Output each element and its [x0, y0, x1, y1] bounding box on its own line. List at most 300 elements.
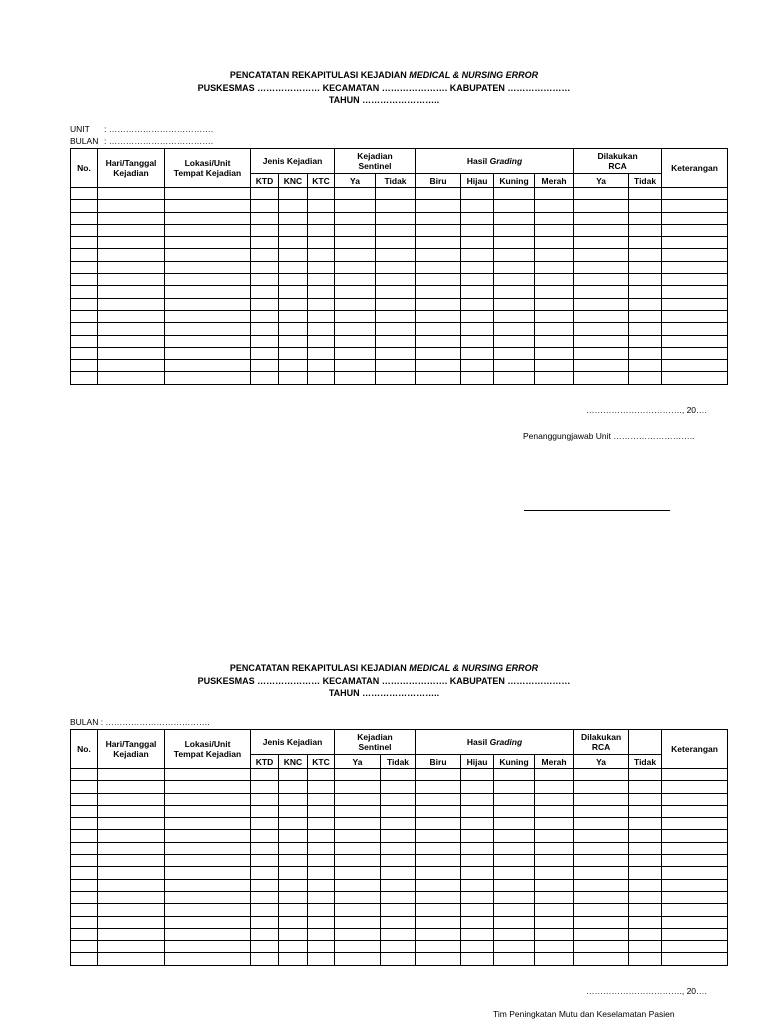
- table-cell[interactable]: [494, 916, 535, 928]
- table-cell[interactable]: [629, 879, 662, 891]
- table-cell[interactable]: [629, 212, 662, 224]
- table-cell[interactable]: [574, 867, 629, 879]
- table-cell[interactable]: [461, 360, 494, 372]
- table-cell[interactable]: [71, 298, 98, 310]
- table-cell[interactable]: [71, 286, 98, 298]
- table-cell[interactable]: [535, 200, 574, 212]
- table-cell[interactable]: [461, 830, 494, 842]
- table-cell[interactable]: [98, 237, 165, 249]
- table-cell[interactable]: [662, 360, 728, 372]
- table-cell[interactable]: [376, 188, 416, 200]
- table-cell[interactable]: [251, 781, 279, 793]
- table-cell[interactable]: [662, 842, 728, 854]
- table-cell[interactable]: [381, 805, 416, 817]
- table-cell[interactable]: [279, 310, 308, 322]
- table-cell[interactable]: [494, 805, 535, 817]
- table-cell[interactable]: [335, 360, 376, 372]
- table-cell[interactable]: [279, 224, 308, 236]
- table-cell[interactable]: [279, 818, 308, 830]
- table-cell[interactable]: [251, 818, 279, 830]
- table-cell[interactable]: [251, 769, 279, 781]
- table-cell[interactable]: [629, 323, 662, 335]
- table-cell[interactable]: [662, 855, 728, 867]
- table-cell[interactable]: [335, 310, 376, 322]
- table-cell[interactable]: [629, 298, 662, 310]
- table-cell[interactable]: [494, 212, 535, 224]
- table-cell[interactable]: [629, 793, 662, 805]
- table-cell[interactable]: [98, 793, 165, 805]
- table-cell[interactable]: [662, 879, 728, 891]
- table-cell[interactable]: [71, 781, 98, 793]
- table-cell[interactable]: [71, 793, 98, 805]
- table-cell[interactable]: [71, 928, 98, 940]
- table-cell[interactable]: [662, 904, 728, 916]
- table-cell[interactable]: [629, 360, 662, 372]
- table-cell[interactable]: [98, 941, 165, 953]
- table-cell[interactable]: [494, 224, 535, 236]
- table-cell[interactable]: [98, 830, 165, 842]
- table-cell[interactable]: [279, 212, 308, 224]
- table-cell[interactable]: [461, 793, 494, 805]
- table-cell[interactable]: [308, 769, 335, 781]
- table-cell[interactable]: [574, 274, 629, 286]
- table-cell[interactable]: [308, 274, 335, 286]
- table-cell[interactable]: [308, 237, 335, 249]
- table-cell[interactable]: [662, 188, 728, 200]
- table-cell[interactable]: [662, 830, 728, 842]
- table-cell[interactable]: [381, 855, 416, 867]
- table-cell[interactable]: [574, 237, 629, 249]
- table-cell[interactable]: [574, 188, 629, 200]
- table-cell[interactable]: [308, 928, 335, 940]
- table-cell[interactable]: [98, 274, 165, 286]
- table-cell[interactable]: [535, 793, 574, 805]
- table-cell[interactable]: [308, 941, 335, 953]
- table-cell[interactable]: [574, 310, 629, 322]
- table-cell[interactable]: [662, 347, 728, 359]
- table-cell[interactable]: [416, 818, 461, 830]
- table-cell[interactable]: [629, 769, 662, 781]
- table-cell[interactable]: [71, 261, 98, 273]
- table-cell[interactable]: [535, 360, 574, 372]
- table-cell[interactable]: [629, 928, 662, 940]
- table-cell[interactable]: [416, 286, 461, 298]
- table-cell[interactable]: [416, 941, 461, 953]
- table-cell[interactable]: [165, 793, 251, 805]
- table-cell[interactable]: [165, 781, 251, 793]
- table-cell[interactable]: [279, 793, 308, 805]
- table-cell[interactable]: [71, 249, 98, 261]
- table-cell[interactable]: [662, 818, 728, 830]
- table-cell[interactable]: [98, 867, 165, 879]
- table-cell[interactable]: [251, 298, 279, 310]
- table-cell[interactable]: [279, 879, 308, 891]
- table-cell[interactable]: [416, 261, 461, 273]
- table-cell[interactable]: [662, 310, 728, 322]
- table-cell[interactable]: [381, 793, 416, 805]
- table-cell[interactable]: [494, 793, 535, 805]
- table-cell[interactable]: [574, 891, 629, 903]
- table-cell[interactable]: [98, 298, 165, 310]
- table-cell[interactable]: [416, 188, 461, 200]
- table-cell[interactable]: [98, 212, 165, 224]
- table-cell[interactable]: [574, 928, 629, 940]
- table-cell[interactable]: [461, 188, 494, 200]
- table-cell[interactable]: [494, 855, 535, 867]
- table-cell[interactable]: [461, 298, 494, 310]
- table-cell[interactable]: [574, 212, 629, 224]
- table-cell[interactable]: [165, 891, 251, 903]
- table-cell[interactable]: [165, 249, 251, 261]
- table-cell[interactable]: [574, 805, 629, 817]
- table-cell[interactable]: [461, 224, 494, 236]
- table-cell[interactable]: [662, 249, 728, 261]
- table-cell[interactable]: [629, 286, 662, 298]
- table-cell[interactable]: [308, 891, 335, 903]
- table-cell[interactable]: [376, 237, 416, 249]
- table-cell[interactable]: [376, 200, 416, 212]
- table-cell[interactable]: [335, 249, 376, 261]
- table-cell[interactable]: [662, 867, 728, 879]
- table-cell[interactable]: [251, 891, 279, 903]
- table-cell[interactable]: [416, 879, 461, 891]
- table-cell[interactable]: [461, 904, 494, 916]
- table-cell[interactable]: [662, 212, 728, 224]
- table-cell[interactable]: [376, 286, 416, 298]
- table-cell[interactable]: [494, 928, 535, 940]
- table-cell[interactable]: [662, 793, 728, 805]
- table-cell[interactable]: [461, 200, 494, 212]
- table-cell[interactable]: [376, 347, 416, 359]
- table-cell[interactable]: [335, 916, 381, 928]
- table-cell[interactable]: [165, 916, 251, 928]
- table-cell[interactable]: [574, 323, 629, 335]
- table-cell[interactable]: [574, 769, 629, 781]
- table-cell[interactable]: [494, 298, 535, 310]
- table-cell[interactable]: [251, 916, 279, 928]
- table-cell[interactable]: [629, 224, 662, 236]
- table-cell[interactable]: [416, 953, 461, 965]
- table-cell[interactable]: [461, 941, 494, 953]
- table-cell[interactable]: [98, 855, 165, 867]
- table-cell[interactable]: [98, 891, 165, 903]
- table-cell[interactable]: [494, 781, 535, 793]
- table-cell[interactable]: [335, 793, 381, 805]
- table-cell[interactable]: [335, 286, 376, 298]
- table-cell[interactable]: [629, 842, 662, 854]
- table-cell[interactable]: [494, 953, 535, 965]
- table-cell[interactable]: [251, 310, 279, 322]
- table-cell[interactable]: [251, 347, 279, 359]
- table-cell[interactable]: [165, 867, 251, 879]
- table-cell[interactable]: [461, 237, 494, 249]
- table-cell[interactable]: [98, 953, 165, 965]
- table-cell[interactable]: [165, 261, 251, 273]
- table-cell[interactable]: [535, 855, 574, 867]
- table-cell[interactable]: [279, 855, 308, 867]
- table-cell[interactable]: [494, 286, 535, 298]
- table-cell[interactable]: [165, 323, 251, 335]
- table-cell[interactable]: [308, 298, 335, 310]
- table-cell[interactable]: [662, 274, 728, 286]
- table-cell[interactable]: [251, 212, 279, 224]
- table-cell[interactable]: [461, 372, 494, 384]
- table-cell[interactable]: [416, 347, 461, 359]
- table-cell[interactable]: [381, 916, 416, 928]
- table-cell[interactable]: [461, 212, 494, 224]
- table-cell[interactable]: [335, 941, 381, 953]
- table-cell[interactable]: [335, 842, 381, 854]
- table-cell[interactable]: [335, 830, 381, 842]
- table-cell[interactable]: [335, 298, 376, 310]
- table-cell[interactable]: [629, 904, 662, 916]
- table-cell[interactable]: [71, 372, 98, 384]
- table-cell[interactable]: [308, 855, 335, 867]
- table-cell[interactable]: [574, 335, 629, 347]
- table-cell[interactable]: [279, 830, 308, 842]
- table-cell[interactable]: [308, 200, 335, 212]
- table-cell[interactable]: [308, 224, 335, 236]
- table-cell[interactable]: [461, 781, 494, 793]
- table-cell[interactable]: [535, 261, 574, 273]
- table-cell[interactable]: [71, 904, 98, 916]
- table-cell[interactable]: [376, 360, 416, 372]
- table-cell[interactable]: [335, 879, 381, 891]
- table-cell[interactable]: [98, 842, 165, 854]
- table-cell[interactable]: [416, 891, 461, 903]
- table-cell[interactable]: [71, 769, 98, 781]
- table-cell[interactable]: [461, 818, 494, 830]
- table-cell[interactable]: [279, 941, 308, 953]
- table-cell[interactable]: [308, 261, 335, 273]
- table-cell[interactable]: [574, 249, 629, 261]
- table-cell[interactable]: [71, 188, 98, 200]
- table-cell[interactable]: [535, 212, 574, 224]
- table-cell[interactable]: [98, 224, 165, 236]
- table-cell[interactable]: [165, 372, 251, 384]
- table-cell[interactable]: [629, 805, 662, 817]
- table-cell[interactable]: [335, 188, 376, 200]
- table-cell[interactable]: [251, 805, 279, 817]
- table-cell[interactable]: [335, 200, 376, 212]
- table-cell[interactable]: [98, 372, 165, 384]
- table-cell[interactable]: [662, 261, 728, 273]
- table-cell[interactable]: [251, 200, 279, 212]
- table-cell[interactable]: [71, 237, 98, 249]
- table-cell[interactable]: [308, 793, 335, 805]
- table-cell[interactable]: [381, 867, 416, 879]
- table-cell[interactable]: [165, 188, 251, 200]
- table-cell[interactable]: [335, 855, 381, 867]
- table-cell[interactable]: [662, 805, 728, 817]
- table-cell[interactable]: [308, 323, 335, 335]
- table-cell[interactable]: [308, 842, 335, 854]
- table-cell[interactable]: [335, 224, 376, 236]
- table-cell[interactable]: [629, 830, 662, 842]
- table-cell[interactable]: [494, 188, 535, 200]
- table-cell[interactable]: [98, 360, 165, 372]
- table-cell[interactable]: [574, 830, 629, 842]
- table-cell[interactable]: [71, 274, 98, 286]
- table-cell[interactable]: [574, 200, 629, 212]
- table-cell[interactable]: [251, 793, 279, 805]
- table-cell[interactable]: [279, 372, 308, 384]
- table-cell[interactable]: [662, 298, 728, 310]
- table-cell[interactable]: [165, 953, 251, 965]
- table-cell[interactable]: [461, 261, 494, 273]
- table-cell[interactable]: [98, 904, 165, 916]
- table-cell[interactable]: [335, 928, 381, 940]
- table-cell[interactable]: [494, 261, 535, 273]
- table-cell[interactable]: [251, 237, 279, 249]
- table-cell[interactable]: [629, 818, 662, 830]
- table-cell[interactable]: [71, 360, 98, 372]
- table-cell[interactable]: [71, 212, 98, 224]
- table-cell[interactable]: [629, 781, 662, 793]
- table-cell[interactable]: [71, 310, 98, 322]
- table-cell[interactable]: [335, 867, 381, 879]
- table-cell[interactable]: [416, 781, 461, 793]
- table-cell[interactable]: [376, 323, 416, 335]
- table-cell[interactable]: [416, 842, 461, 854]
- table-cell[interactable]: [279, 200, 308, 212]
- table-cell[interactable]: [535, 842, 574, 854]
- table-cell[interactable]: [494, 310, 535, 322]
- table-cell[interactable]: [416, 904, 461, 916]
- table-cell[interactable]: [71, 805, 98, 817]
- table-cell[interactable]: [416, 916, 461, 928]
- table-cell[interactable]: [662, 916, 728, 928]
- table-cell[interactable]: [461, 879, 494, 891]
- table-cell[interactable]: [494, 818, 535, 830]
- table-cell[interactable]: [335, 323, 376, 335]
- table-cell[interactable]: [574, 941, 629, 953]
- table-cell[interactable]: [335, 237, 376, 249]
- table-cell[interactable]: [279, 360, 308, 372]
- table-cell[interactable]: [98, 261, 165, 273]
- table-cell[interactable]: [535, 941, 574, 953]
- table-cell[interactable]: [629, 335, 662, 347]
- table-cell[interactable]: [535, 347, 574, 359]
- table-cell[interactable]: [98, 818, 165, 830]
- table-cell[interactable]: [335, 781, 381, 793]
- table-cell[interactable]: [251, 224, 279, 236]
- table-cell[interactable]: [574, 224, 629, 236]
- table-cell[interactable]: [165, 805, 251, 817]
- table-cell[interactable]: [279, 286, 308, 298]
- table-cell[interactable]: [416, 855, 461, 867]
- table-cell[interactable]: [376, 372, 416, 384]
- table-cell[interactable]: [494, 335, 535, 347]
- table-cell[interactable]: [629, 891, 662, 903]
- table-cell[interactable]: [494, 867, 535, 879]
- table-cell[interactable]: [494, 323, 535, 335]
- table-cell[interactable]: [535, 916, 574, 928]
- table-cell[interactable]: [416, 928, 461, 940]
- table-cell[interactable]: [98, 916, 165, 928]
- table-cell[interactable]: [574, 347, 629, 359]
- table-cell[interactable]: [98, 347, 165, 359]
- table-cell[interactable]: [662, 941, 728, 953]
- table-cell[interactable]: [279, 781, 308, 793]
- table-cell[interactable]: [165, 928, 251, 940]
- table-cell[interactable]: [535, 274, 574, 286]
- table-cell[interactable]: [376, 274, 416, 286]
- table-cell[interactable]: [535, 310, 574, 322]
- table-cell[interactable]: [381, 879, 416, 891]
- table-cell[interactable]: [165, 879, 251, 891]
- table-cell[interactable]: [461, 769, 494, 781]
- table-cell[interactable]: [251, 830, 279, 842]
- table-cell[interactable]: [335, 274, 376, 286]
- table-cell[interactable]: [535, 286, 574, 298]
- table-cell[interactable]: [71, 855, 98, 867]
- table-cell[interactable]: [381, 818, 416, 830]
- table-cell[interactable]: [335, 372, 376, 384]
- table-cell[interactable]: [629, 237, 662, 249]
- table-cell[interactable]: [461, 347, 494, 359]
- table-cell[interactable]: [535, 830, 574, 842]
- table-cell[interactable]: [98, 769, 165, 781]
- table-cell[interactable]: [279, 891, 308, 903]
- table-cell[interactable]: [416, 793, 461, 805]
- table-cell[interactable]: [98, 805, 165, 817]
- table-cell[interactable]: [251, 249, 279, 261]
- table-cell[interactable]: [376, 310, 416, 322]
- table-cell[interactable]: [461, 916, 494, 928]
- table-cell[interactable]: [335, 805, 381, 817]
- table-cell[interactable]: [165, 830, 251, 842]
- table-cell[interactable]: [461, 891, 494, 903]
- table-cell[interactable]: [165, 855, 251, 867]
- table-cell[interactable]: [494, 769, 535, 781]
- table-cell[interactable]: [251, 360, 279, 372]
- table-cell[interactable]: [629, 953, 662, 965]
- table-cell[interactable]: [574, 842, 629, 854]
- table-cell[interactable]: [629, 347, 662, 359]
- table-cell[interactable]: [308, 867, 335, 879]
- table-cell[interactable]: [461, 953, 494, 965]
- table-cell[interactable]: [308, 347, 335, 359]
- table-cell[interactable]: [165, 360, 251, 372]
- table-cell[interactable]: [461, 310, 494, 322]
- table-cell[interactable]: [494, 941, 535, 953]
- table-cell[interactable]: [535, 928, 574, 940]
- table-cell[interactable]: [98, 286, 165, 298]
- table-cell[interactable]: [535, 188, 574, 200]
- table-cell[interactable]: [251, 953, 279, 965]
- table-cell[interactable]: [416, 274, 461, 286]
- table-cell[interactable]: [335, 212, 376, 224]
- table-cell[interactable]: [461, 323, 494, 335]
- table-cell[interactable]: [279, 805, 308, 817]
- table-cell[interactable]: [98, 249, 165, 261]
- table-cell[interactable]: [251, 323, 279, 335]
- table-cell[interactable]: [535, 805, 574, 817]
- table-cell[interactable]: [98, 200, 165, 212]
- table-cell[interactable]: [98, 879, 165, 891]
- table-cell[interactable]: [98, 310, 165, 322]
- table-cell[interactable]: [629, 274, 662, 286]
- table-cell[interactable]: [381, 781, 416, 793]
- table-cell[interactable]: [165, 904, 251, 916]
- table-cell[interactable]: [279, 323, 308, 335]
- table-cell[interactable]: [461, 842, 494, 854]
- table-cell[interactable]: [71, 879, 98, 891]
- table-cell[interactable]: [279, 298, 308, 310]
- table-cell[interactable]: [416, 249, 461, 261]
- table-cell[interactable]: [416, 867, 461, 879]
